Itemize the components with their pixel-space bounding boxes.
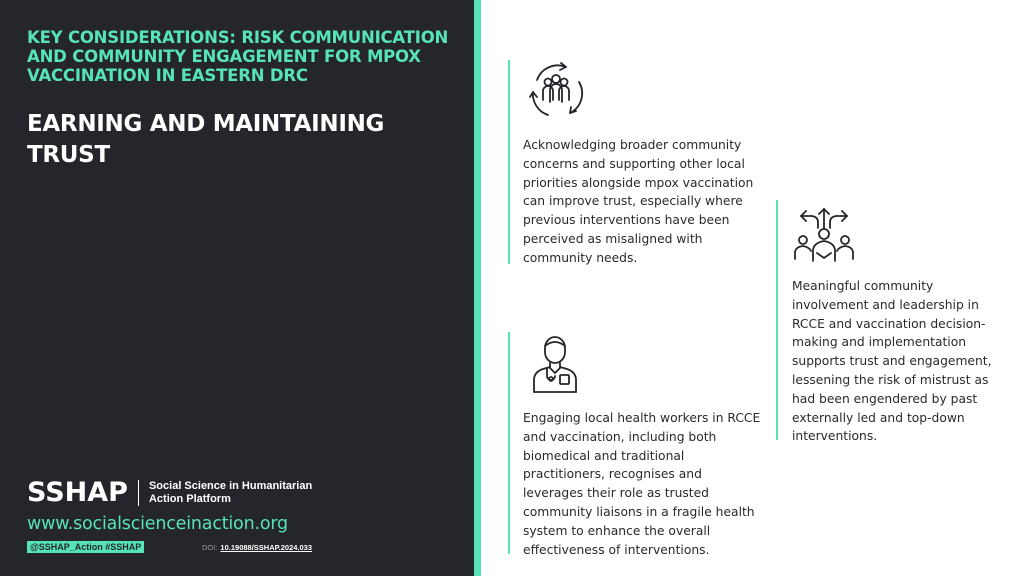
sshap-logo: SSHAP: [27, 477, 128, 508]
website-link[interactable]: www.socialscienceinaction.org: [27, 514, 288, 534]
accent-strip: [474, 0, 481, 576]
card-divider: [776, 200, 778, 440]
card-text: Meaningful community involvement and leadership in RCCE and vaccination decision-making and implementation supports trust and engagement, lessening the risk of mistrust as had been engendered by past externally led and top-down interventions.: [792, 279, 992, 444]
page-title: EARNING AND MAINTAINING TRUST: [27, 111, 385, 168]
doi-label: DOI:: [202, 543, 218, 552]
card-text: Acknowledging broader community concerns and supporting other local priorities alongside mpox vaccination can improve trust, especially where previous interventions have been perceived as misaligned with community needs.: [523, 138, 754, 265]
logo-divider: [138, 480, 139, 506]
card-text: Engaging local health workers in RCCE and vaccination, including both biomedical and traditional practitioners, recognises and leverages their role as trusted community liaisons in a fragile health system to enhance the overall effectiveness of interventions.: [523, 411, 761, 557]
social-handle: @SSHAP_Action #SSHAP: [27, 541, 144, 553]
community-cycle-icon: [524, 58, 588, 126]
kicker-heading: KEY CONSIDERATIONS: RISK COMMUNICATION AND COMMUNITY ENGAGEMENT FOR MPOX VACCINATION IN EASTERN DRC: [27, 28, 449, 85]
card-divider: [508, 332, 510, 554]
card-divider: [508, 60, 510, 264]
doi: [202, 543, 312, 553]
sshap-branding: [27, 476, 319, 510]
platform-name: Social Science in Humanitarian Action Platform: [148, 480, 313, 505]
leader-directions-icon: [792, 206, 856, 268]
doi-link[interactable]: 10.19088/SSHAP.2024.033: [220, 543, 313, 552]
health-worker-icon: [532, 332, 578, 400]
